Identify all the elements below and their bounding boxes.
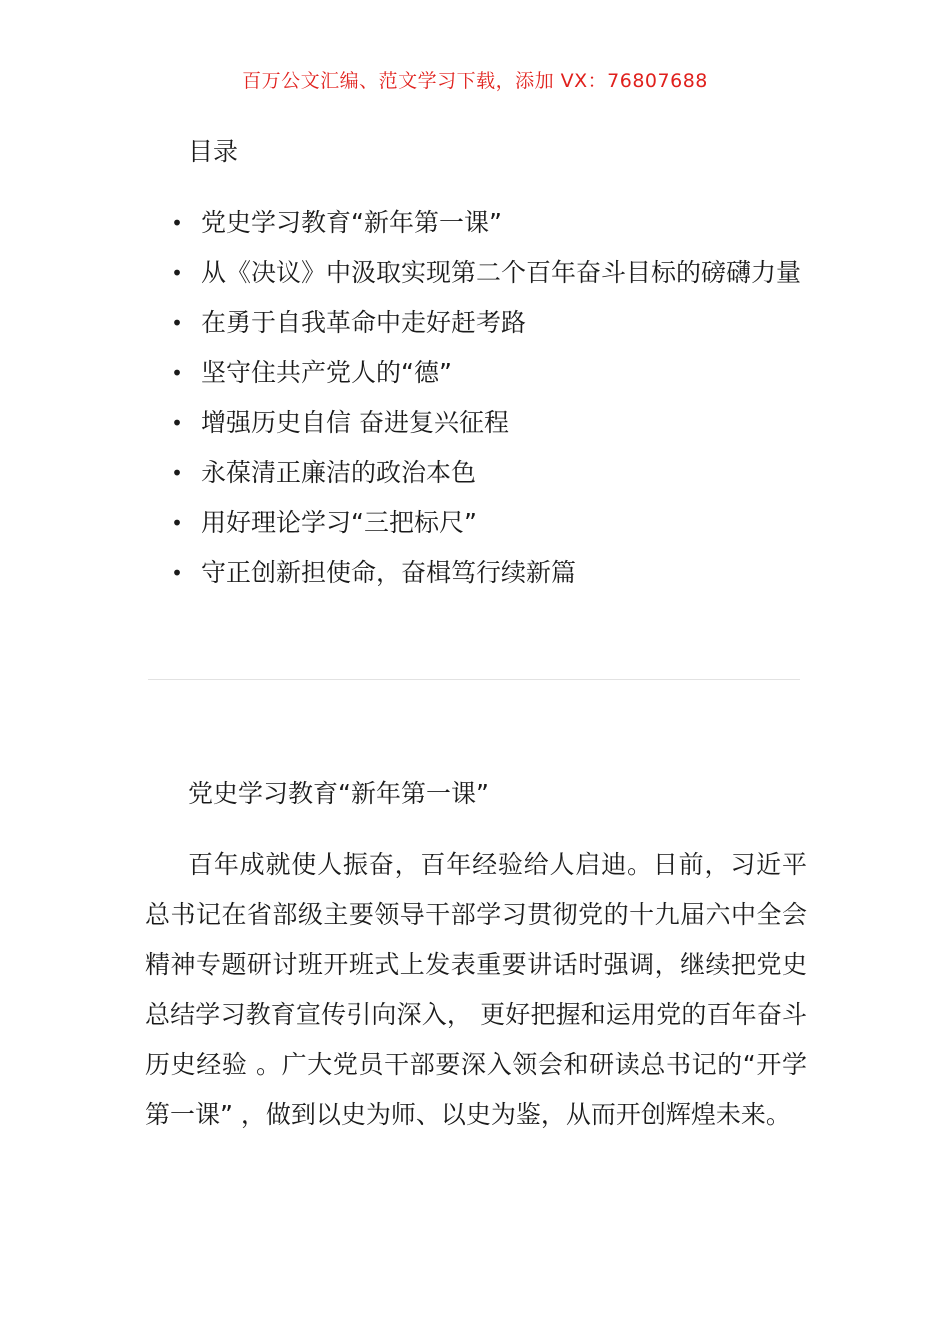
article-title: 党史学习教育“新年第一课” [188, 779, 489, 808]
toc-item-label: 党史学习教育“新年第一课” [201, 208, 502, 237]
toc-item-label: 增强历史自信 奋进复兴征程 [201, 408, 509, 437]
toc-heading: 目录 [188, 137, 239, 166]
toc-item-label: 用好理论学习“三把标尺” [201, 508, 477, 537]
toc-item-label: 从《决议》中汲取实现第二个百年奋斗目标的磅礴力量 [201, 258, 802, 287]
bullet-icon: • [171, 461, 183, 485]
toc-item-label: 坚守住共产党人的“德” [201, 358, 452, 387]
bullet-icon: • [171, 211, 183, 235]
article-paragraph: 百年成就使人振奋，百年经验给人启迪。日前，习近平总书记在省部级主要领导干部学习贯彻党的十九届六中全会精神专题研讨班开班式上发表重要讲话时强调，继续把党史总结学习教育宣传引向深入， 更好把握和运用党的百年奋斗历史经验 。广大党员干部要深入领会和研读总书记的“开学第一课” ，做到以史为师、以史为鉴，从而开创辉煌未来。 [145, 850, 807, 1129]
section-divider [148, 679, 800, 680]
toc-item [145, 448, 815, 498]
toc-item [145, 348, 815, 398]
bullet-icon: • [171, 411, 183, 435]
toc-item-label: 永葆清正廉洁的政治本色 [201, 458, 477, 487]
header-banner: 百万公文汇编、范文学习下载，添加 VX：76807688 [242, 70, 708, 92]
toc-list [145, 198, 815, 598]
toc-item [145, 248, 815, 298]
toc-item [145, 298, 815, 348]
toc-item [145, 498, 815, 548]
toc-item-label: 守正创新担使命，奋楫笃行续新篇 [201, 558, 577, 587]
toc-item [145, 198, 815, 248]
bullet-icon: • [171, 511, 183, 535]
toc-item [145, 398, 815, 448]
bullet-icon: • [171, 361, 183, 385]
toc-item [145, 548, 815, 598]
bullet-icon: • [171, 311, 183, 335]
toc-item-label: 在勇于自我革命中走好赶考路 [201, 308, 527, 337]
bullet-icon: • [171, 561, 183, 585]
bullet-icon: • [171, 261, 183, 285]
